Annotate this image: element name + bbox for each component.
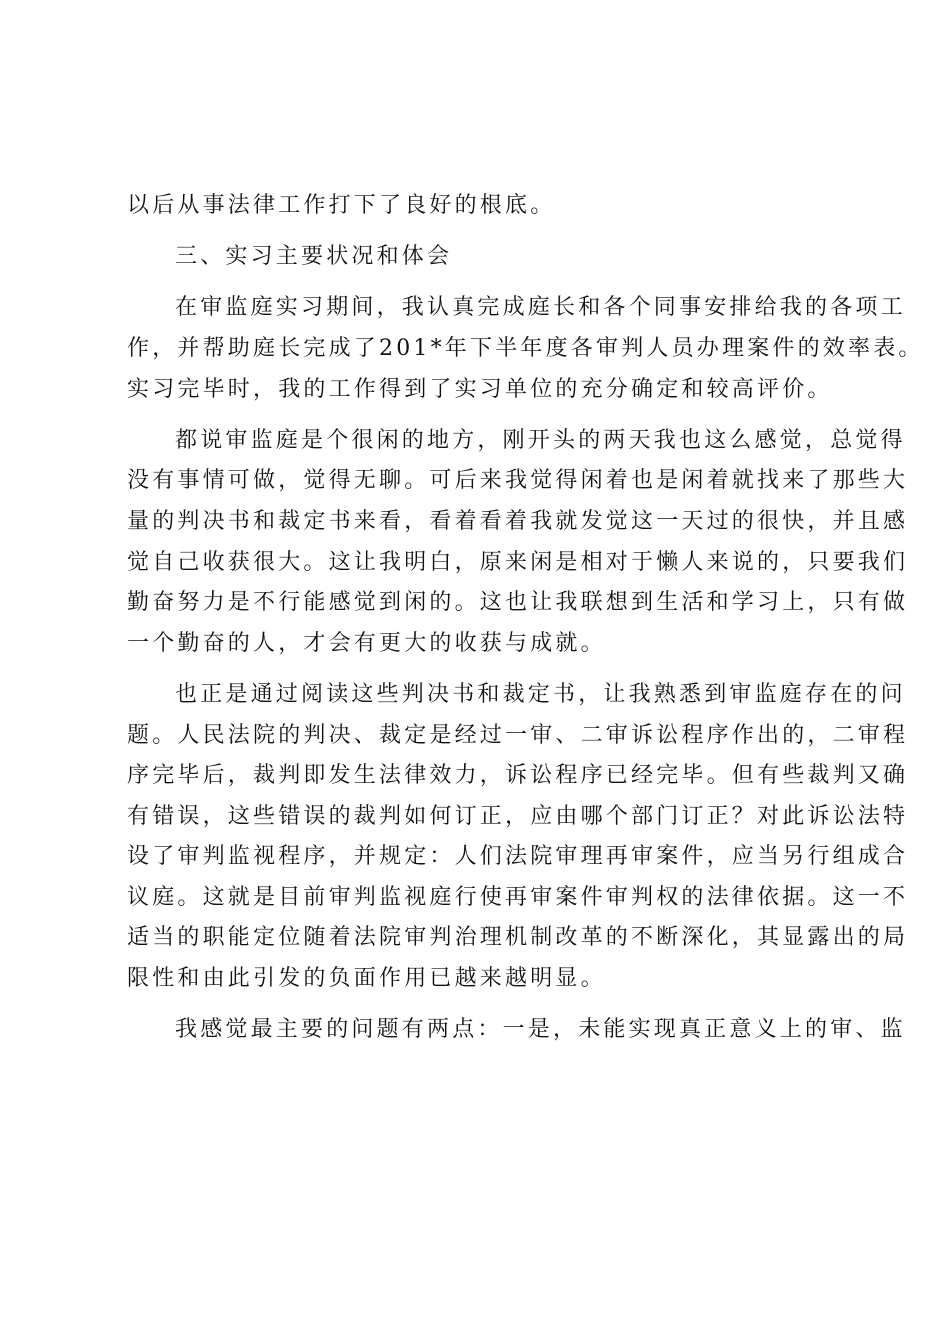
text-line: 觉自己收获很大。这让我明白，原来闲是相对于懒人来说的，只要我们 — [127, 549, 909, 575]
paragraph-4 — [127, 421, 909, 665]
text-line: 勤奋努力是不行能感觉到闲的。这也让我联想到生活和学习上，只有做 — [127, 590, 909, 616]
text-line: 没有事情可做，觉得无聊。可后来我觉得闲着也是闲着就找来了那些大 — [127, 468, 909, 494]
text-line: 以后从事法律工作打下了良好的根底。 — [127, 193, 556, 218]
text-line: 一个勤奋的人，才会有更大的收获与成就。 — [127, 630, 606, 656]
text-line: 序完毕后，裁判即发生法律效力，诉讼程序已经完毕。但有些裁判又确 — [127, 763, 909, 789]
heading-line: 三、实习主要状况和体会 — [175, 244, 453, 270]
document-body — [127, 186, 924, 1051]
paragraph-1 — [127, 186, 832, 227]
paragraph-3 — [127, 288, 924, 410]
paragraph-5 — [127, 675, 909, 1000]
text-line: 议庭。这就是目前审判监视庭行使再审案件审判权的法律依据。这一不 — [127, 884, 909, 910]
text-line: 量的判决书和裁定书来看，看着看着我就发觉这一天过的很快，并且感 — [127, 508, 909, 534]
text-line: 有错误，这些错误的裁判如何订正，应由哪个部门订正？对此诉讼法特 — [127, 803, 909, 829]
text-line: 我感觉最主要的问题有两点：一是，未能实现真正意义上的审、监 — [175, 1017, 906, 1043]
text-line: 限性和由此引发的负面作用已越来越明显。 — [127, 966, 606, 992]
text-line: 实习完毕时，我的工作得到了实习单位的充分确定和较高评价。 — [127, 376, 833, 402]
section-heading — [127, 237, 832, 278]
text-line: 也正是通过阅读这些判决书和裁定书，让我熟悉到审监庭存在的问 — [175, 681, 906, 707]
paragraph-6 — [127, 1010, 906, 1051]
text-line: 都说审监庭是个很闲的地方，刚开头的两天我也这么感觉，总觉得 — [175, 427, 906, 453]
text-line: 作，并帮助庭长完成了201*年下半年度各审判人员办理案件的效率表。 — [127, 335, 924, 361]
text-line: 设了审判监视程序，并规定：人们法院审理再审案件，应当另行组成合 — [127, 844, 909, 870]
text-line: 题。人民法院的判决、裁定是经过一审、二审诉讼程序作出的，二审程 — [127, 722, 909, 748]
text-line: 适当的职能定位随着法院审判治理机制改革的不断深化，其显露出的局 — [127, 925, 909, 951]
text-line: 在审监庭实习期间，我认真完成庭长和各个同事安排给我的各项工 — [175, 295, 906, 321]
